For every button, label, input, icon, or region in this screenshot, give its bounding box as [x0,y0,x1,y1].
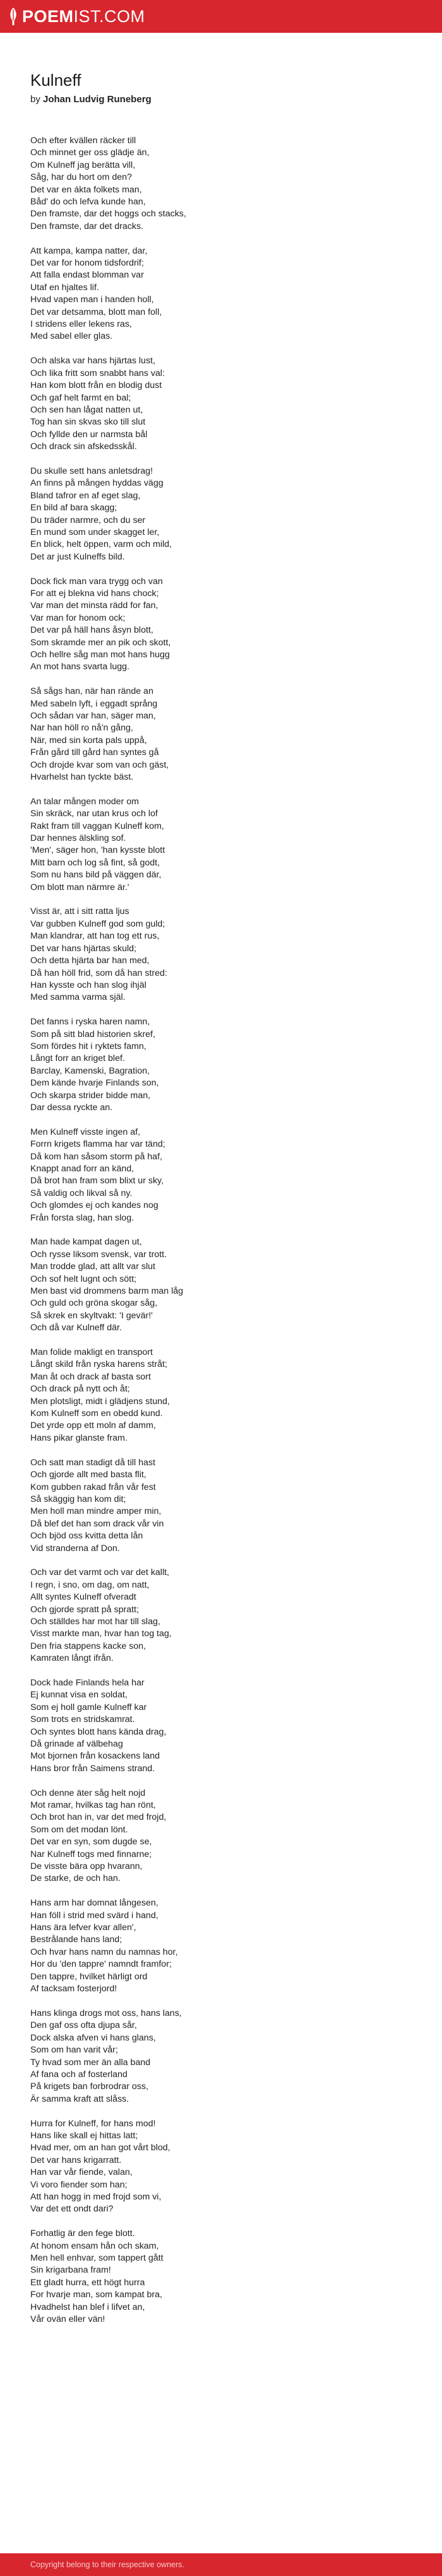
poem-line: Man trodde glad, att allt var slut [30,1262,155,1272]
poem-line: Vi voro fiender som han; [30,2179,128,2190]
poem-line: De visste bära opp hvarann, [30,1861,143,1872]
poem-line: Att kampa, kampa natter, dar, [30,245,148,256]
poem-line: Men hell enhvar, som tappert gått [30,2252,164,2263]
poem-line: Och lika fritt som snabbt hans val: [30,368,165,378]
poem-line: Som trots en stridskamrat. [30,1714,135,1725]
poem-line: Ty hvad som mer än alla band [30,2057,151,2068]
poem-line: Det var hans hjärtas skuld; [30,943,136,954]
poem-line: Och gaf helt farmt en bal; [30,392,131,403]
poem-line: Hvadhelst han blef i lifvet an, [30,2302,145,2312]
poem-line: Rakt fram till vaggan Kulneff kom, [30,821,164,831]
poem-line: Och drojde kvar som van och gäst, [30,759,169,770]
byline-prefix: by [30,94,40,105]
poem-line: Med sabeln lyft, i eggadt språng [30,698,158,709]
poem-line: När, med sin korta pals uppå, [30,735,147,746]
poem-line: Och glomdes ej och kandes nog [30,1200,158,1211]
poem-line: Och bjöd oss kvitta detta lån [30,1531,143,1542]
poem-line: Hurra for Kulneff, for hans mod! [30,2118,156,2129]
poem-line: Han kom blott från en blodig dust [30,380,162,391]
poem-line: Om blott man närmre är.' [30,882,129,893]
poem-line: Mitt barn och log så fint, så godt, [30,857,160,868]
poem-line: Långt forr an kriget blef. [30,1053,125,1064]
poem-line: Barclay, Kamenski, Bagration, [30,1065,150,1076]
poem-line: Han föll i strid med svärd i hand, [30,1910,158,1921]
poem-line: An mot hans svarta lugg. [30,662,129,672]
poem-line: Han kysste och han slog ihjäl [30,980,146,990]
poem-line: Då blef det han som drack vår vin [30,1518,164,1529]
poem-line: Ett gladt hurra, ett högt hurra [30,2277,145,2288]
poem-line: Hans pikar glanste fram. [30,1432,128,1443]
poem-line: Och alska var hans hjärtas lust, [30,356,155,366]
poem-line: Som ej holl gamle Kulneff kar [30,1702,147,1712]
logo-text-light: IST.COM [73,6,145,26]
poem-line: Utaf en hjaltes lif. [30,282,99,293]
poem-line: Den framste, dar det dracks. [30,221,143,231]
poem-line: En bild af bara skagg; [30,503,117,513]
poem-line: Så valdig och likval så ny. [30,1188,133,1198]
poem-line: Den fria stappens kacke son, [30,1641,146,1651]
poem-line: An talar mången moder om [30,796,139,807]
poem-line: Nar han höll ro nå'n gång, [30,723,133,734]
poem-line: Ej kunnat visa en soldat, [30,1690,128,1701]
poem-line: I regn, i sno, om dag, om natt, [30,1579,150,1590]
poem-line: Som om det modan lönt. [30,1824,128,1835]
poem-line: Som nu hans bild på väggen där, [30,870,162,881]
poem-stanza [30,906,409,1004]
poem-line: Som om han varit vår; [30,2045,118,2056]
poem-line: For att ej blekna vid hans chock; [30,588,159,599]
poem-line: Då grinade af välbehag [30,1739,123,1749]
poem-line: Båd' do och lefva kunde han, [30,197,146,208]
poem-line: Som fördes hit i ryktets famn, [30,1041,146,1051]
poem-line: Är samma kraft att slåss. [30,2093,129,2104]
poem-line: Men bast vid drommens barm man låg [30,1286,184,1297]
poem-stanza [30,2118,409,2216]
poem-line: Hans ära lefver kvar allen', [30,1923,136,1933]
poem-line: Det var på häll hans åsyn blott, [30,625,153,636]
poem-line: Det var hans krigarratt. [30,2155,122,2165]
poem-line: Och ställdes har mot har till slag, [30,1616,160,1627]
poem-line: Med sabel eller glas. [30,331,113,342]
poem-line: Dar hennes älskling sof. [30,833,126,844]
poem-line: Dar dessa ryckte an. [30,1102,113,1113]
poem-line: Hans arm har domnat långesen, [30,1898,158,1909]
poem-line: Var gubben Kulneff god som guld; [30,918,165,929]
poem-line: Och sen han lågat natten ut, [30,404,143,415]
poem-line: Och detta hjärta bar han med, [30,956,150,966]
poem-line: Vår ovän eller vän! [30,2314,105,2325]
poem-line: En blick, helt öppen, varm och mild, [30,539,172,550]
poem-line: Dem kände hvarje Finlands son, [30,1078,159,1089]
poem-line: Och då var Kulneff där. [30,1323,122,1333]
poem-line: Och efter kvällen räcker till [30,136,136,146]
poem-line: Med samma varma själ. [30,992,126,1003]
poem-line: Hvad mer, om an han got vårt blod, [30,2143,170,2153]
poem-line: Att falla endast blomman var [30,270,144,281]
poem-line: Sin skräck, nar utan krus och lof [30,809,158,819]
poem-line: Som skramde mer an pik och skott, [30,637,171,648]
poem-line: Då brot han fram som blixt ur sky, [30,1176,164,1186]
poem-line: Det var detsamma, blott man foll, [30,307,162,317]
poem-content [0,33,409,2326]
poem-line: At honom ensam hån och skam, [30,2240,159,2251]
poem-line: Men holl man mindre amper min, [30,1506,162,1517]
poem-line: Den framste, dar det hoggs och stacks, [30,209,186,220]
poem-line: Och brot han in, var det med frojd, [30,1812,167,1823]
poem-line: Och drack sin afskedsskål. [30,442,137,452]
top-bar [0,0,442,33]
poem-line: Om Kulneff jag berätta vill, [30,160,136,170]
poem-stanza [30,1236,409,1334]
poem-line: Och drack på nytt och åt; [30,1384,130,1395]
poem-line: Det yrde opp ett moln af damm, [30,1420,156,1431]
poem-line: Forrn krigets flamma har var tänd; [30,1139,165,1150]
poem-line: Visst är, att i sitt ratta ljus [30,906,129,917]
poem-line: Och hvar hans namn du namnas hor, [30,1947,178,1957]
poem-line: Och satt man stadigt då till hast [30,1457,155,1468]
poem-stanza [30,1016,409,1114]
poem-line: For hvarje man, som kampat bra, [30,2290,162,2300]
poem-line: 'Men', säger hon, 'han kysste blott [30,845,165,856]
poem-line: Det fanns i ryska haren namn, [30,1017,150,1027]
poem-line: Han var vår fiende, valan, [30,2167,133,2178]
poem-line: Hans bror från Saimens strand. [30,1763,155,1774]
poem-line: Men plotsligt, midt i glädjens stund, [30,1396,170,1407]
quill-pen-icon [8,7,19,26]
poem-line: Och rysse liksom svensk, var trott. [30,1249,167,1260]
poem-line: Forhatlig är den fege blott. [30,2228,135,2239]
poem-stanza [30,1677,409,1775]
poem-line: Så skäggig han kom dit; [30,1494,126,1504]
poem-stanza [30,1897,409,1995]
poem-line: Mot bjornen från kosackens land [30,1751,160,1762]
poem-line: Såg, har du hort om den? [30,172,132,183]
poem-line: Och hellre såg man mot hans hugg [30,650,170,660]
poem-line: På krigets ban forbrodrar oss, [30,2081,148,2092]
poem-line: De starke, de och han. [30,1873,121,1884]
poem-stanza [30,135,409,233]
poem-line: Kom gubben rakad från vår fest [30,1482,156,1492]
poem-body [30,135,409,2326]
poem-line: Man folide makligt en transport [30,1347,153,1358]
poem-line: Knappt anad forr an känd, [30,1163,134,1174]
poem-stanza [30,576,409,674]
poem-line: Kom Kulneff som en obedd kund. [30,1408,163,1419]
poem-line: An finns på mången hyddas vägg [30,478,164,489]
poem-line: Det var for honom tidsfordrif; [30,258,144,269]
poem-line: Var det ett ondt dari? [30,2204,114,2215]
poem-line: Det var en syn, som dugde se, [30,1837,152,1847]
poem-line: Man hade kampat dagen ut, [30,1237,142,1248]
poem-line: Af tacksam fosterjord! [30,1984,117,1994]
poem-stanza [30,796,409,894]
poem-stanza [30,2228,409,2326]
poem-line: Och sof helt lugnt och sött; [30,1273,136,1284]
poem-line: En mund som under skagget ler, [30,527,160,537]
poem-stanza [30,1567,409,1665]
poem-stanza [30,465,409,563]
poem-line: Hor du 'den tappre' namndt framfor; [30,1959,172,1970]
poem-line: Den gaf oss ofta djupa sår, [30,2020,137,2031]
poem-line: Från forsta slag, han slog. [30,1212,134,1223]
poem-line: Kamraten långt ifrån. [30,1653,114,1664]
poem-line: Då kom han såsom storm på haf, [30,1151,162,1162]
poem-stanza [30,2008,409,2105]
poem-line: Dock fick man vara trygg och van [30,576,163,587]
poem-line: Att han hogg in med frojd som vi, [30,2191,162,2202]
poem-line: Var man det minsta rädd for fan, [30,600,158,611]
poem-line: Mot ramar, hvilkas tag han rönt, [30,1800,156,1811]
poem-line: Det var en ákta folkets man, [30,184,142,195]
poem-stanza [30,355,409,453]
poem-stanza [30,686,409,783]
poem-line: Och syntes blott hans kända drag, [30,1726,167,1737]
poem-line: Och skarpa strider bidde man, [30,1090,151,1101]
poem-line: Vid stranderna af Don. [30,1543,120,1554]
poem-line: Hvad vapen man i handen holl, [30,295,154,305]
poem-line: Tog han sin skvas sko till slut [30,417,146,428]
poem-line: Och sådan var han, säger man, [30,711,156,722]
poem-line: Dock alska afven vi hans glans, [30,2032,156,2043]
site-logo[interactable] [8,7,145,26]
poem-line: Man åt och drack af basta sort [30,1371,151,1382]
poem-line: Dock hade Finlands hela har [30,1677,145,1688]
footer [0,2553,442,2576]
poem-stanza [30,1788,409,1885]
poem-line: Men Kulneff visste ingen af, [30,1127,141,1137]
poem-stanza [30,1457,409,1555]
poem-line: Den tappre, hvilket härligt ord [30,1971,148,1982]
poem-line: Man klandrar, att han tog ett rus, [30,931,160,942]
poem-line: Allt syntes Kulneff ofveradt [30,1592,136,1603]
poem-line: I stridens eller lekens ras, [30,319,132,330]
poem-stanza [30,1347,409,1444]
poem-line: Och guld och gröna skogar såg, [30,1298,158,1309]
poem-line: Och gjorde allt med basta flit, [30,1470,146,1480]
poem-line: Och var det varmt och var det kallt, [30,1567,169,1578]
poem-line: Från gård till gård han syntes gå [30,747,159,758]
poem-line: Det ar just Kulneffs bild. [30,551,125,562]
poem-stanza [30,245,409,343]
poem-line: Hans like skall ej hittas latt; [30,2130,138,2141]
poem-line: Och fyllde den ur narmsta bål [30,429,148,440]
poem-line: Bland tafror en af eget slag, [30,490,141,501]
poem-line: Och denne äter såg helt nojd [30,1788,146,1798]
poem-line: Så sågs han, när han rände an [30,686,153,697]
poem-line: Du skulle sett hans anletsdrag! [30,465,153,476]
poem-line: Så skrek en skyltvakt: 'I gevär!' [30,1310,153,1321]
byline [30,94,409,105]
poem-stanza [30,1127,409,1224]
poem-line: Hans klinga drogs mot oss, hans lans, [30,2008,182,2018]
poem-line: Och gjorde spratt på spratt; [30,1604,139,1615]
poem-title: Kulneff [30,71,81,90]
poem-line: Som på sitt blad historien skref, [30,1029,155,1039]
poem-line: Och minnet ger oss glädje än, [30,148,150,158]
poem-line: Nar Kulneff togs med finnarne; [30,1849,152,1859]
author-link[interactable]: Johan Ludvig Runeberg [43,94,152,105]
poem-line: Hvarhelst han tyckte bäst. [30,772,134,783]
poem-line: Visst markte man, hvar han tog tag, [30,1629,172,1639]
copyright-text: Copyright belong to their respective owners. [30,2560,184,2569]
poem-line: Af fana och af fosterland [30,2069,128,2080]
poem-line: Bestrålande hans land; [30,1935,122,1945]
poem-line: Var man for honom ock; [30,612,126,623]
poem-line: Långt skild från ryska harens stråt; [30,1359,167,1370]
poem-line: Sin krigarbana fram! [30,2265,111,2276]
logo-text-bold: POEM [22,6,74,26]
poem-line: Du träder narmre, och du ser [30,515,146,525]
poem-line: Då han höll frid, som då han stred: [30,968,167,978]
